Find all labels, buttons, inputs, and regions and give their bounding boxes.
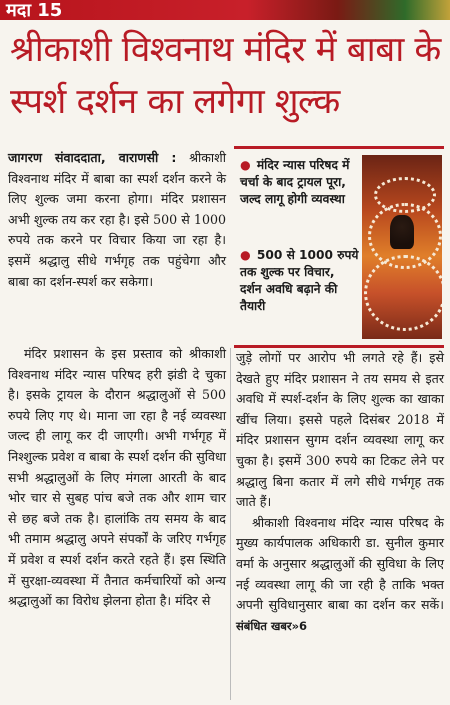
fact-item-2	[240, 247, 360, 315]
bullet-icon: ●	[240, 158, 251, 172]
column-1-body	[8, 344, 226, 612]
fact-item-1	[240, 157, 360, 208]
byline: जागरण संवाददाता, वाराणसी :	[8, 150, 177, 165]
lead-paragraph: श्रीकाशी विश्वनाथ मंदिर में बाबा का स्पर्श दर्शन करने के लिए शुल्क जमा करना होगा। मंदिर प्रशासन अभी शुल्क तय कर रहा है। इसे 500 से 1000 रुपये तक करने पर विचार किया जा रहा है। इसमें श्रद्धालु सीधे गर्भगृह तक पहुंचेगा और बाबा का दर्शन-स्पर्श कर सकेगा।	[8, 150, 226, 289]
column-divider	[230, 348, 231, 700]
shivling-shape	[390, 215, 414, 249]
page-label: मदा 15	[6, 0, 63, 21]
bullet-icon: ●	[240, 248, 251, 262]
garland-shape	[364, 255, 442, 331]
column-1-lead	[8, 148, 226, 292]
body-paragraph: श्रीकाशी विश्वनाथ मंदिर न्यास परिषद के मुख्य कार्यपालक अधिकारी डा. सुनील कुमार वर्मा के अनुसार श्रद्धालुओं की सुविधा के लिए नई व्यवस्था लागू की जा रही है ताकि भक्त अपनी सुविधानुसार बाबा का दर्शन कर सकें।	[236, 514, 444, 613]
headline: श्रीकाशी विश्वनाथ मंदिर में बाबा के स्पर्श दर्शन का लगेगा शुल्क	[10, 30, 441, 122]
top-strip	[0, 0, 450, 20]
fact-text-1: मंदिर न्यास परिषद में चर्चा के बाद ट्रायल पूरा, जल्द लागू होगी व्यवस्था	[240, 158, 350, 206]
shivling-photo	[362, 155, 442, 339]
related-news-link[interactable]: संबंधित खबर»6	[236, 618, 308, 633]
column-2-body	[236, 348, 444, 636]
fact-box	[234, 146, 444, 348]
body-paragraph: जुड़े लोगों पर आरोप भी लगते रहे हैं। इसे देखते हुए मंदिर प्रशासन ने तय समय से इतर अवधि में स्पर्श-दर्शन के लिए शुल्क का खाका खींच लिया। इससे पहले दिसंबर 2018 में मंदिर प्रशासन सुगम दर्शन व्यवस्था लागू कर चुका है। इसमें 300 रुपये का टिकट लेने पर श्रद्धालु बिना कतार में लगे सीधे गर्भगृह तक जाते हैं।	[236, 350, 444, 510]
fact-text-2: 500 से 1000 रुपये तक शुल्क पर विचार, दर्शन अवधि बढ़ाने की तैयारी	[240, 248, 359, 313]
body-paragraph: मंदिर प्रशासन के इस प्रस्ताव को श्रीकाशी विश्वनाथ मंदिर न्यास परिषद हरी झंडी दे चुका है। इसके ट्रायल के दौरान श्रद्धालुओं से 500 रुपये लिए गए थे। माना जा रहा है नई व्यवस्था जल्द ही लागू कर दी जाएगी। अभी गर्भगृह में निश्शुल्क प्रवेश व बाबा के स्पर्श दर्शन की सुविधा सभी श्रद्धालुओं के लिए मंगला आरती के बाद भोर चार से सुबह पांच बजे तक और शाम चार से छह बजे तक है। हालांकि तय समय के बाद भी तमाम श्रद्धालु अपने संपर्कों के जरिए गर्भगृह में प्रवेश व स्पर्श दर्शन करते रहते हैं। इस स्थिति में सुरक्षा-व्यवस्था में तैनात कर्मचारियों को अन्य श्रद्धालुओं का विरोध झेलना होता है। मंदिर से	[8, 346, 226, 609]
